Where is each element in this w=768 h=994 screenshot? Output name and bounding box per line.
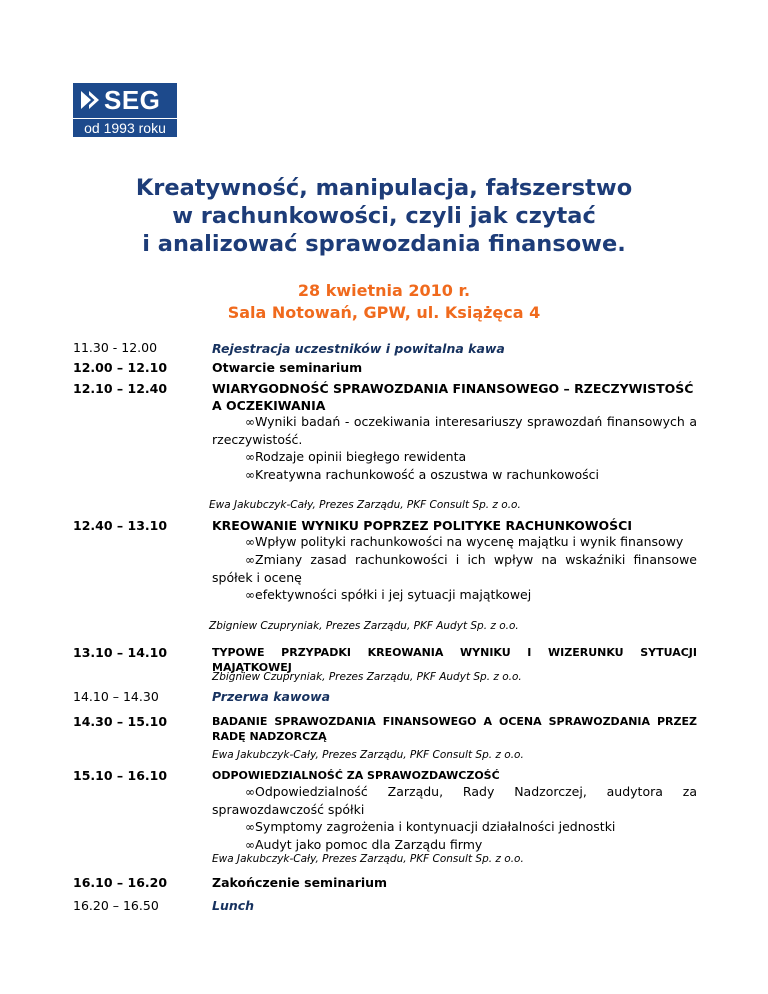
list-item: ∞Zmiany zasad rachunkowości i ich wpływ na wskaźniki finansowe spółek i ocenę [212, 552, 697, 585]
agenda-speaker: Zbigniew Czupryniak, Prezes Zarządu, PKF Audyt Sp. z o.o. [209, 620, 519, 632]
agenda-title: Zakończenie seminarium [212, 875, 388, 890]
list-item: ∞Wyniki badań - oczekiwania interesariuszy sprawozdań finansowych a rzeczywistość. [212, 414, 697, 447]
agenda-time: 12.10 – 12.40 [73, 381, 168, 396]
infinity-bullet-icon: ∞ [245, 820, 255, 834]
list-item: ∞Symptomy zagrożenia i kontynuacji działalności jednostki [245, 819, 616, 834]
agenda-title: ODPOWIEDZIALNOŚĆ ZA SPRAWOZDAWCZOŚĆ [212, 769, 500, 782]
list-item: ∞Rodzaje opinii biegłego rewidenta [245, 449, 467, 464]
agenda-bullets [212, 413, 697, 484]
list-item: ∞Odpowiedzialność Zarządu, Rady Nadzorczej, audytora za sprawozdawczość spółki [212, 784, 697, 817]
infinity-bullet-icon: ∞ [245, 785, 255, 799]
agenda-bullets [212, 783, 697, 854]
agenda-time: 12.00 – 12.10 [73, 360, 168, 375]
agenda-title: BADANIE SPRAWOZDANIA FINANSOWEGO A OCENA SPRAWOZDANIA PRZEZ RADĘ NADZORCZĄ [212, 715, 697, 743]
title-line-1: Kreatywność, manipulacja, fałszerstwo [135, 175, 633, 201]
agenda-time: 16.20 – 16.50 [73, 898, 159, 913]
agenda-title: Lunch [212, 898, 255, 913]
agenda-title: Otwarcie seminarium [212, 360, 363, 375]
agenda-time: 13.10 – 14.10 [73, 645, 168, 660]
logo-since: od 1993 roku [84, 120, 166, 136]
agenda-title: Przerwa kawowa [212, 689, 331, 704]
agenda-speaker: Ewa Jakubczyk-Cały, Prezes Zarządu, PKF Consult Sp. z o.o. [209, 499, 521, 511]
list-item: ∞Audyt jako pomoc dla Zarządu firmy [245, 837, 483, 852]
infinity-bullet-icon: ∞ [245, 415, 255, 429]
seminar-title [60, 174, 708, 258]
agenda-title: TYPOWE PRZYPADKI KREOWANIA WYNIKU I WIZERUNKU SYTUACJI MAJĄTKOWEJ [212, 646, 697, 674]
agenda-speaker: Ewa Jakubczyk-Cały, Prezes Zarządu, PKF Consult Sp. z o.o. [212, 749, 524, 761]
infinity-bullet-icon: ∞ [245, 838, 255, 852]
agenda-speaker: Ewa Jakubczyk-Cały, Prezes Zarządu, PKF Consult Sp. z o.o. [212, 853, 524, 865]
infinity-bullet-icon: ∞ [245, 450, 255, 464]
infinity-bullet-icon: ∞ [245, 535, 255, 549]
title-line-2: w rachunkowości, czyli jak czytać [172, 203, 596, 229]
infinity-bullet-icon: ∞ [245, 588, 255, 602]
list-item: ∞efektywności spółki i jej sytuacji majątkowej [245, 587, 532, 602]
agenda-time: 14.30 – 15.10 [73, 714, 168, 729]
agenda-time: 14.10 – 14.30 [73, 689, 159, 704]
seg-logo-mark-icon [79, 89, 101, 111]
agenda-time: 11.30 - 12.00 [73, 340, 158, 355]
agenda-bullets [212, 533, 697, 604]
seg-logo [73, 83, 177, 137]
event-date: 28 kwietnia 2010 r. [297, 281, 471, 300]
infinity-bullet-icon: ∞ [245, 468, 255, 482]
agenda-title: WIARYGODNOŚĆ SPRAWOZDANIA FINANSOWEGO – RZECZYWISTOŚĆ A OCZEKIWANIA [212, 381, 694, 413]
agenda-time: 16.10 – 16.20 [73, 875, 168, 890]
list-item: ∞Kreatywna rachunkowość a oszustwa w rachunkowości [245, 467, 599, 482]
agenda-title: Rejestracja uczestników i powitalna kawa [212, 341, 505, 356]
event-venue: Sala Notowań, GPW, ul. Książęca 4 [227, 303, 541, 322]
title-line-3: i analizować sprawozdania finansowe. [142, 231, 626, 257]
event-info [60, 280, 708, 324]
agenda-title: KREOWANIE WYNIKU POPRZEZ POLITYKE RACHUNKOWOŚCI [212, 518, 632, 533]
agenda-time: 12.40 – 13.10 [73, 518, 168, 533]
agenda-speaker: Zbigniew Czupryniak, Prezes Zarządu, PKF Audyt Sp. z o.o. [212, 671, 522, 683]
infinity-bullet-icon: ∞ [245, 553, 255, 567]
logo-name: SEG [104, 85, 161, 115]
list-item: ∞Wpływ polityki rachunkowości na wycenę majątku i wynik finansowy [245, 534, 684, 549]
agenda-time: 15.10 – 16.10 [73, 768, 168, 783]
